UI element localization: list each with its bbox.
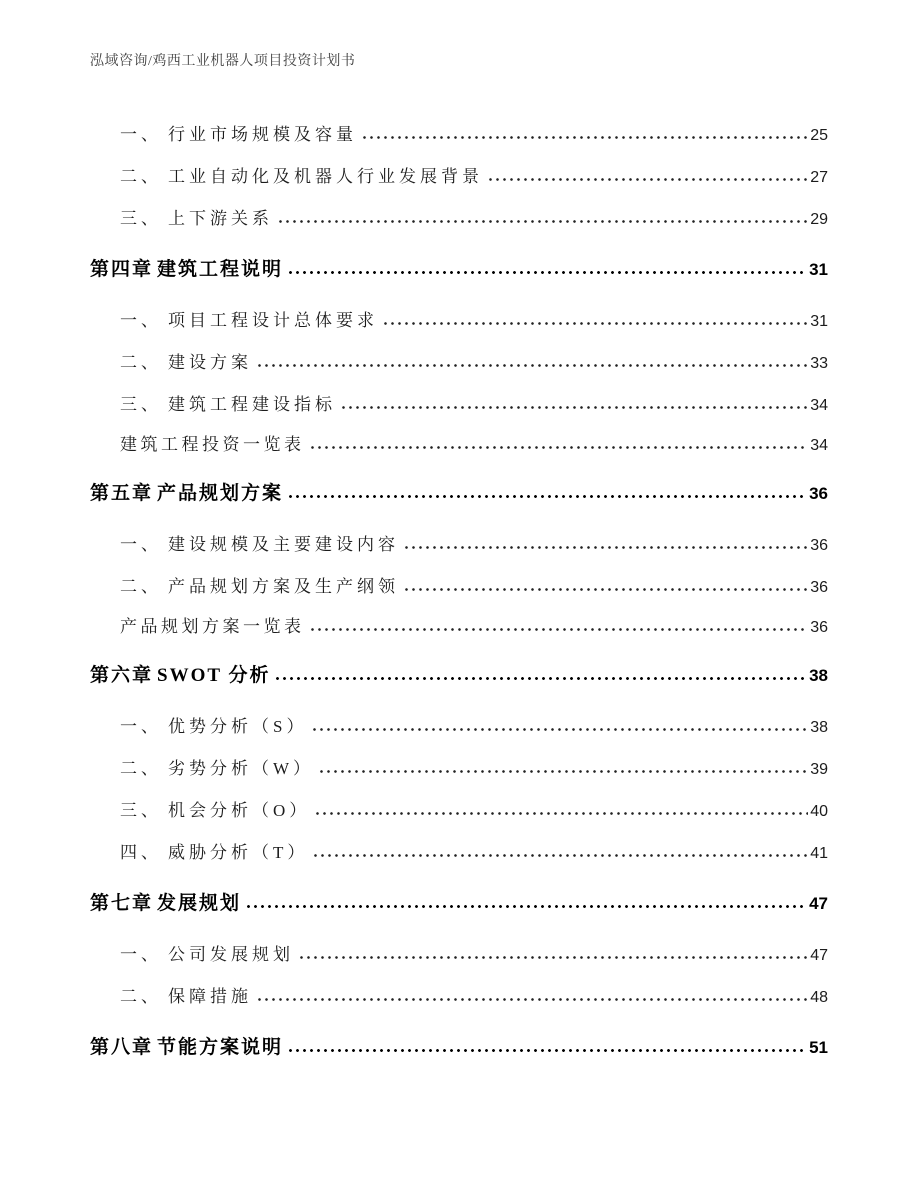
toc-entry-title: 劣势分析（W）: [168, 759, 315, 778]
toc-entry[interactable]: [120, 976, 828, 1018]
toc-entry[interactable]: [90, 882, 828, 926]
toc-entry-title: 优势分析（S）: [168, 717, 308, 736]
toc-entry[interactable]: [120, 156, 828, 198]
toc-entry-number: 一、: [120, 311, 162, 330]
toc-entry-title: SWOT 分析: [157, 665, 271, 686]
dot-leader: [311, 727, 808, 732]
toc-entry-page: 25: [810, 127, 828, 144]
toc-entry-page: 27: [810, 169, 828, 186]
toc-entry-title: 威胁分析（T）: [168, 843, 309, 862]
toc-entry[interactable]: [90, 472, 828, 516]
toc-entry-title: 建筑工程投资一览表: [120, 435, 305, 454]
toc-entry-title: 机会分析（O）: [168, 801, 311, 820]
toc-entry-page: 34: [810, 397, 828, 414]
toc-entry-title: 建筑工程说明: [157, 259, 284, 280]
toc-entry-title: 产品规划方案一览表: [120, 617, 305, 636]
toc-entry-number: 一、: [120, 717, 162, 736]
toc-entry-number: 二、: [120, 759, 162, 778]
toc-entry-page: 39: [810, 761, 828, 778]
toc-entry-number: 一、: [120, 535, 162, 554]
toc-entry[interactable]: [120, 748, 828, 790]
toc-entry-page: 47: [809, 894, 828, 913]
dot-leader: [298, 955, 808, 960]
toc-entry[interactable]: [120, 384, 828, 426]
toc-entry-title: 公司发展规划: [168, 945, 294, 964]
dot-leader: [277, 219, 808, 224]
dot-leader: [382, 321, 808, 326]
toc-entry-title: 建设方案: [168, 353, 252, 372]
toc-entry-title: 工业自动化及机器人行业发展背景: [168, 167, 483, 186]
dot-leader: [256, 363, 808, 368]
toc-entry-page: 36: [810, 619, 828, 636]
toc-entry[interactable]: [120, 608, 828, 646]
dot-leader: [403, 545, 808, 550]
toc-entry-number: 二、: [120, 577, 162, 596]
toc-entry-page: 41: [810, 845, 828, 862]
toc-entry-page: 40: [810, 803, 828, 820]
toc-entry-page: 36: [810, 579, 828, 596]
dot-leader: [309, 627, 809, 632]
toc-entry-page: 36: [810, 537, 828, 554]
dot-leader: [318, 769, 808, 774]
dot-leader: [274, 676, 807, 681]
dot-leader: [487, 177, 808, 182]
toc-entry-page: 47: [810, 947, 828, 964]
toc-entry-title: 行业市场规模及容量: [168, 125, 357, 144]
toc-entry-title: 建筑工程建设指标: [168, 395, 336, 414]
toc-entry-number: 一、: [120, 125, 162, 144]
toc-entry[interactable]: [120, 300, 828, 342]
toc-entry-number: 三、: [120, 395, 162, 414]
toc-entry-number: 二、: [120, 353, 162, 372]
toc-entry-page: 38: [810, 719, 828, 736]
toc-entry[interactable]: [90, 654, 828, 698]
toc-entry-title: 节能方案说明: [157, 1037, 284, 1058]
toc-entry-page: 51: [809, 1038, 828, 1057]
toc-entry[interactable]: [90, 248, 828, 292]
toc-entry-page: 34: [810, 437, 828, 454]
toc-entry-number: 第八章: [90, 1037, 154, 1058]
toc-entry-number: 第六章: [90, 665, 154, 686]
toc-entry-title: 建设规模及主要建设内容: [168, 535, 399, 554]
toc-entry[interactable]: [120, 342, 828, 384]
toc-entry[interactable]: [120, 790, 828, 832]
toc-entry[interactable]: [120, 198, 828, 240]
toc-entry-page: 31: [810, 313, 828, 330]
toc-entry[interactable]: [120, 114, 828, 156]
toc-entry-page: 36: [809, 484, 828, 503]
toc-entry[interactable]: [120, 426, 828, 464]
toc-entry-title: 发展规划: [157, 893, 242, 914]
toc-entry-page: 38: [809, 666, 828, 685]
page-header: 泓域咨询/鸡西工业机器人项目投资计划书: [90, 54, 356, 69]
toc-entry[interactable]: [120, 524, 828, 566]
dot-leader: [256, 997, 808, 1002]
toc-entry[interactable]: [120, 832, 828, 874]
toc-entry-page: 31: [809, 260, 828, 279]
dot-leader: [309, 445, 809, 450]
dot-leader: [403, 587, 808, 592]
dot-leader: [245, 904, 807, 909]
dot-leader: [287, 270, 807, 275]
toc-entry-number: 四、: [120, 843, 162, 862]
dot-leader: [361, 135, 808, 140]
toc-entry-page: 29: [810, 211, 828, 228]
toc-entry-number: 三、: [120, 209, 162, 228]
dot-leader: [287, 494, 807, 499]
toc-entry-page: 48: [810, 989, 828, 1006]
toc-entry-number: 一、: [120, 945, 162, 964]
dot-leader: [314, 811, 808, 816]
toc-entry[interactable]: [120, 706, 828, 748]
toc-entry-number: 第四章: [90, 259, 154, 280]
toc-entry-number: 第七章: [90, 893, 154, 914]
toc-entry[interactable]: [90, 1026, 828, 1070]
toc-entry[interactable]: [120, 566, 828, 608]
toc-entry-title: 保障措施: [168, 987, 252, 1006]
toc-entry-number: 二、: [120, 987, 162, 1006]
dot-leader: [340, 405, 808, 410]
toc-entry-number: 三、: [120, 801, 162, 820]
toc-entry-page: 33: [810, 355, 828, 372]
dot-leader: [312, 853, 808, 858]
toc-entry-number: 第五章: [90, 483, 154, 504]
toc-entry-title: 产品规划方案: [157, 483, 284, 504]
toc-entry-number: 二、: [120, 167, 162, 186]
toc-entry[interactable]: [120, 934, 828, 976]
dot-leader: [287, 1048, 807, 1053]
toc-entry-title: 产品规划方案及生产纲领: [168, 577, 399, 596]
toc-entry-title: 上下游关系: [168, 209, 273, 228]
toc-entry-title: 项目工程设计总体要求: [168, 311, 378, 330]
